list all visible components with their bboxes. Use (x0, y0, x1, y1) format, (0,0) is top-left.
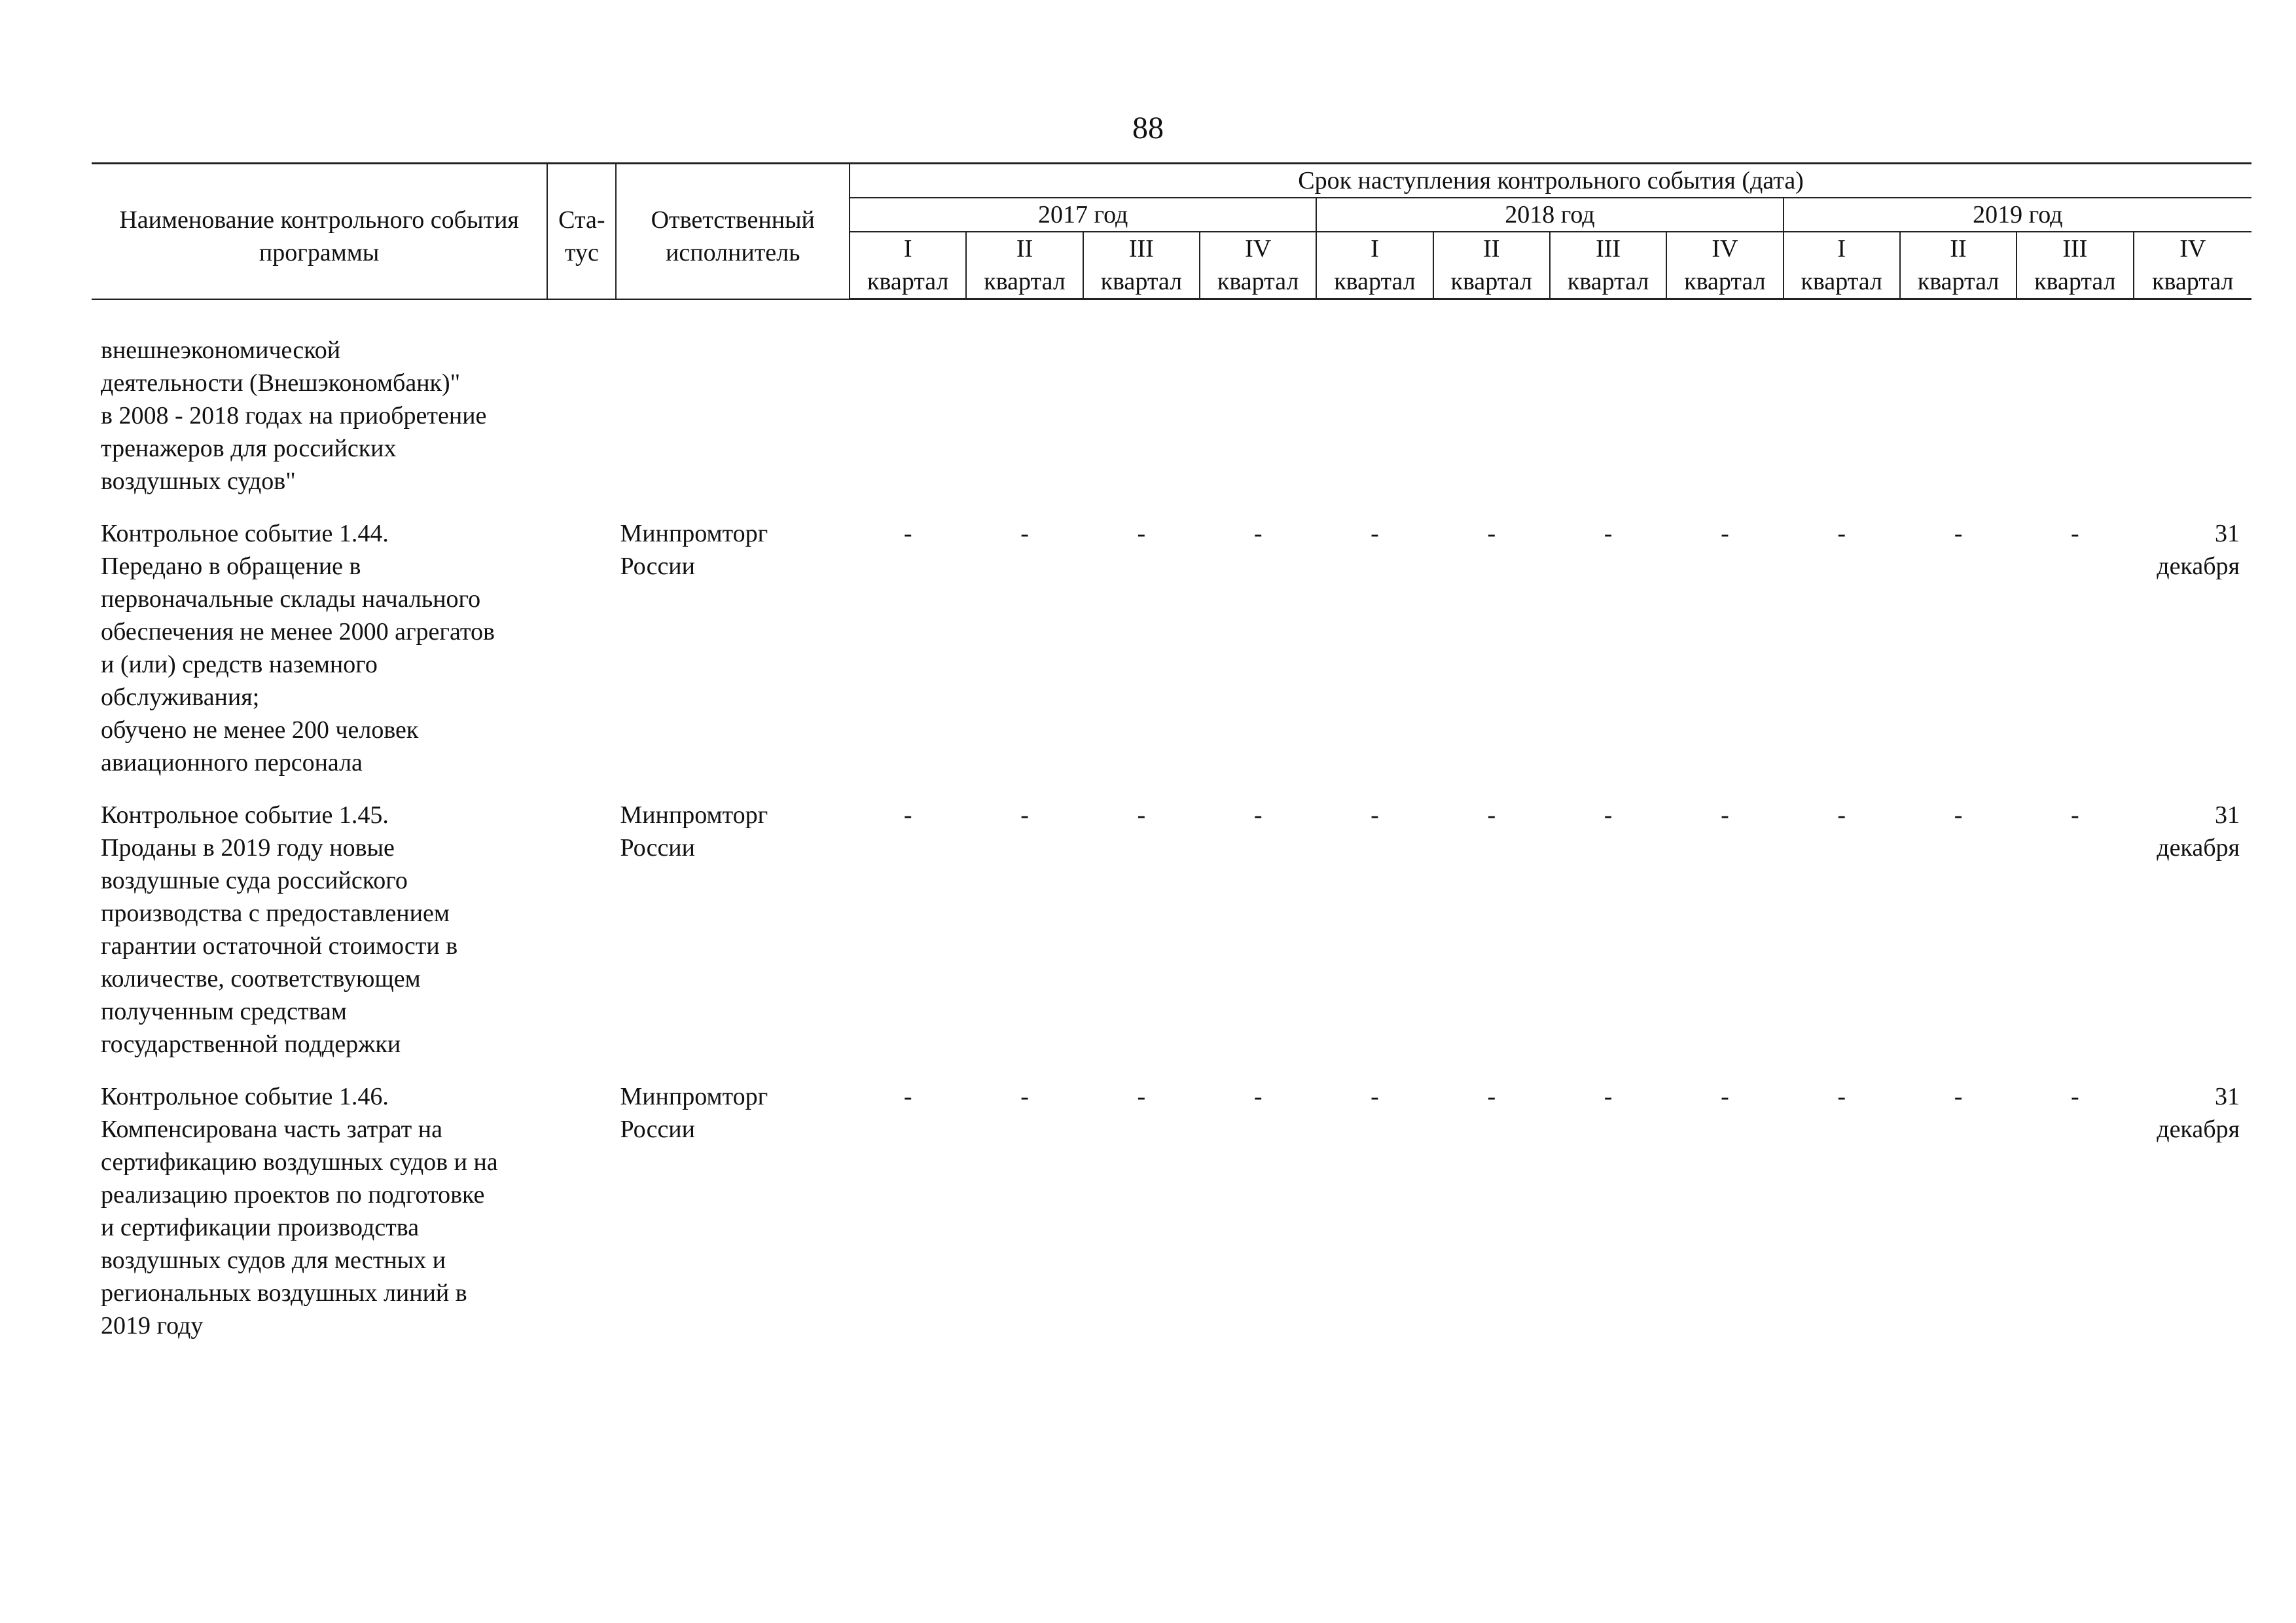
event-name-line: обслуживания; (101, 684, 260, 711)
quarter-cell-8: - (1837, 1083, 1846, 1110)
event-name-line: обучено не менее 200 человек (101, 716, 419, 744)
header-quarter-word-4: квартал (1316, 265, 1433, 299)
header-quarter-number-6: III (1550, 232, 1666, 265)
responsible-line: России (620, 553, 695, 580)
event-name-line: сертификацию воздушных судов и на (101, 1148, 498, 1176)
table-header (92, 164, 2251, 299)
quarter-cell-10: - (2071, 520, 2079, 547)
header-quarter-number-8: I (1784, 232, 1900, 265)
event-name-line: в 2008 - 2018 годах на приобретение (101, 402, 487, 429)
quarter-cell-7 (1666, 334, 1783, 517)
event-name-line: воздушных судов для местных и (101, 1247, 446, 1274)
quarter-cell-7: - (1721, 801, 1729, 829)
quarter-cell-0: - (903, 520, 912, 547)
header-quarter-number-5: II (1433, 232, 1550, 265)
quarter-cell-5 (1433, 334, 1550, 517)
header-year-1: 2018 год (1316, 198, 1783, 232)
status-cell (547, 334, 616, 517)
header-status-line2: тус (564, 239, 599, 266)
header-quarter-number-11: IV (2134, 232, 2251, 265)
quarter-cell-4 (1316, 334, 1433, 517)
responsible-cell (616, 799, 850, 1080)
event-name-line: Контрольное событие 1.46. (101, 1083, 389, 1110)
quarter-cell-9: - (1954, 520, 1963, 547)
quarter-cell-0 (850, 334, 966, 517)
quarter-cell-10: - (2071, 1083, 2079, 1110)
quarter-cell-1 (966, 334, 1083, 517)
header-year-0: 2017 год (850, 198, 1316, 232)
header-quarter-word-10: квартал (2017, 265, 2133, 299)
responsible-line: Минпромторг (620, 1083, 768, 1110)
header-quarter-word-2: квартал (1083, 265, 1200, 299)
event-name-line: реализацию проектов по подготовке (101, 1181, 485, 1209)
quarter-cell-6 (1550, 334, 1666, 517)
quarter-cell-2: - (1137, 1083, 1146, 1110)
quarter-cell-5: - (1487, 520, 1496, 547)
control-events-table (92, 162, 2251, 1362)
quarter-cell-5: - (1487, 801, 1496, 829)
event-name-line: тренажеров для российских (101, 435, 397, 462)
quarter-cell-4: - (1371, 520, 1379, 547)
table-row (92, 799, 2251, 1080)
event-name-line: гарантии остаточной стоимости в (101, 932, 458, 960)
deadline-date-line: декабря (2157, 834, 2240, 862)
quarter-cell-10 (2017, 334, 2133, 517)
header-deadline: Срок наступления контрольного события (дата) (850, 164, 2251, 198)
quarter-cell-7: - (1721, 1083, 1729, 1110)
table-body (92, 299, 2251, 1362)
event-name-cell (92, 334, 547, 517)
quarter-cell-1: - (1020, 801, 1029, 829)
responsible-line: России (620, 834, 695, 862)
header-quarter-word-5: квартал (1433, 265, 1550, 299)
quarter-cell-11 (2134, 334, 2251, 517)
event-name-line: и (или) средств наземного (101, 651, 378, 678)
deadline-date-line: декабря (2157, 1116, 2240, 1143)
event-name-line: воздушных судов" (101, 467, 296, 495)
event-name-line: 2019 году (101, 1312, 204, 1340)
header-event-name (92, 164, 547, 299)
quarter-cell-0: - (903, 1083, 912, 1110)
quarter-cell-9 (1900, 334, 2017, 517)
header-responsible-line2: исполнитель (666, 239, 800, 266)
quarter-cell-5: - (1487, 1083, 1496, 1110)
header-quarter-number-0: I (850, 232, 966, 265)
header-quarter-word-11: квартал (2134, 265, 2251, 299)
header-responsible (616, 164, 850, 299)
event-name-line: Передано в обращение в (101, 553, 361, 580)
quarter-cell-6: - (1604, 520, 1613, 547)
quarter-cell-2: - (1137, 520, 1146, 547)
header-quarter-number-2: III (1083, 232, 1200, 265)
quarter-cell-3: - (1253, 1083, 1263, 1110)
header-quarter-word-3: квартал (1200, 265, 1316, 299)
quarter-cell-3 (1200, 334, 1316, 517)
event-name-line: полученным средствам (101, 998, 347, 1025)
quarter-cell-4: - (1371, 1083, 1379, 1110)
header-quarter-word-9: квартал (1900, 265, 2017, 299)
responsible-line: Минпромторг (620, 520, 768, 547)
event-name-line: Контрольное событие 1.44. (101, 520, 389, 547)
header-quarter-word-7: квартал (1666, 265, 1783, 299)
quarter-cell-8 (1784, 334, 1900, 517)
header-event-name-line1: Наименование контрольного события (119, 206, 519, 234)
header-quarter-word-6: квартал (1550, 265, 1666, 299)
table-spacer-cell (92, 299, 2251, 335)
header-quarter-number-4: I (1316, 232, 1433, 265)
event-name-cell (92, 799, 547, 1080)
quarter-cell-11 (2134, 799, 2251, 1080)
header-quarter-number-1: II (966, 232, 1083, 265)
quarter-cell-2 (1083, 334, 1200, 517)
header-quarter-word-8: квартал (1784, 265, 1900, 299)
header-quarter-number-9: II (1900, 232, 2017, 265)
event-name-line: обеспечения не менее 2000 агрегатов (101, 618, 495, 646)
event-name-line: государственной поддержки (101, 1030, 401, 1058)
quarter-cell-11 (2134, 1080, 2251, 1362)
deadline-date-line: декабря (2157, 553, 2240, 580)
table-row (92, 334, 2251, 517)
deadline-date-line: 31 (2215, 801, 2240, 829)
header-responsible-line1: Ответственный (651, 206, 815, 234)
event-name-line: воздушные суда российского (101, 867, 408, 894)
table-spacer-row (92, 299, 2251, 335)
status-cell (547, 517, 616, 799)
table-row (92, 517, 2251, 799)
quarter-cell-6: - (1604, 1083, 1613, 1110)
table-row (92, 1080, 2251, 1362)
header-quarter-number-7: IV (1666, 232, 1783, 265)
event-name-line: количестве, соответствующем (101, 965, 421, 993)
event-name-cell (92, 1080, 547, 1362)
event-name-line: внешнеэкономической (101, 337, 341, 364)
responsible-line: России (620, 1116, 695, 1143)
quarter-cell-7: - (1721, 520, 1729, 547)
event-name-line: Контрольное событие 1.45. (101, 801, 389, 829)
quarter-cell-9: - (1954, 801, 1963, 829)
quarter-cell-0: - (903, 801, 912, 829)
header-status (547, 164, 616, 299)
status-cell (547, 799, 616, 1080)
event-name-line: авиационного персонала (101, 749, 363, 776)
quarter-cell-3: - (1253, 801, 1263, 829)
quarter-cell-4: - (1371, 801, 1379, 829)
event-name-line: Компенсирована часть затрат на (101, 1116, 442, 1143)
quarter-cell-2: - (1137, 801, 1146, 829)
header-year-2: 2019 год (1784, 198, 2251, 232)
quarter-cell-8: - (1837, 520, 1846, 547)
event-name-cell (92, 517, 547, 799)
quarter-cell-8: - (1837, 801, 1846, 829)
responsible-cell (616, 517, 850, 799)
header-event-name-line2: программы (259, 239, 380, 266)
header-quarter-word-1: квартал (966, 265, 1083, 299)
header-quarter-number-10: III (2017, 232, 2133, 265)
status-cell (547, 1080, 616, 1362)
header-status-line1: Ста- (558, 206, 605, 234)
header-quarter-number-3: IV (1200, 232, 1316, 265)
quarter-cell-11 (2134, 517, 2251, 799)
page-number: 88 (1132, 111, 1164, 145)
quarter-cell-3: - (1253, 520, 1263, 547)
event-name-line: и сертификации производства (101, 1214, 420, 1241)
event-name-line: региональных воздушных линий в (101, 1279, 467, 1307)
header-quarter-word-0: квартал (850, 265, 966, 299)
event-name-line: Проданы в 2019 году новые (101, 834, 395, 862)
deadline-date-line: 31 (2215, 1083, 2240, 1110)
deadline-date-line: 31 (2215, 520, 2240, 547)
event-name-line: производства с предоставлением (101, 900, 450, 927)
event-name-line: деятельности (Внешэкономбанк)" (101, 369, 461, 397)
responsible-cell (616, 1080, 850, 1362)
quarter-cell-10: - (2071, 801, 2079, 829)
event-name-line: первоначальные склады начального (101, 585, 481, 613)
quarter-cell-9: - (1954, 1083, 1963, 1110)
quarter-cell-6: - (1604, 801, 1613, 829)
quarter-cell-1: - (1020, 1083, 1029, 1110)
responsible-line: Минпромторг (620, 801, 768, 829)
quarter-cell-1: - (1020, 520, 1029, 547)
responsible-cell (616, 334, 850, 517)
